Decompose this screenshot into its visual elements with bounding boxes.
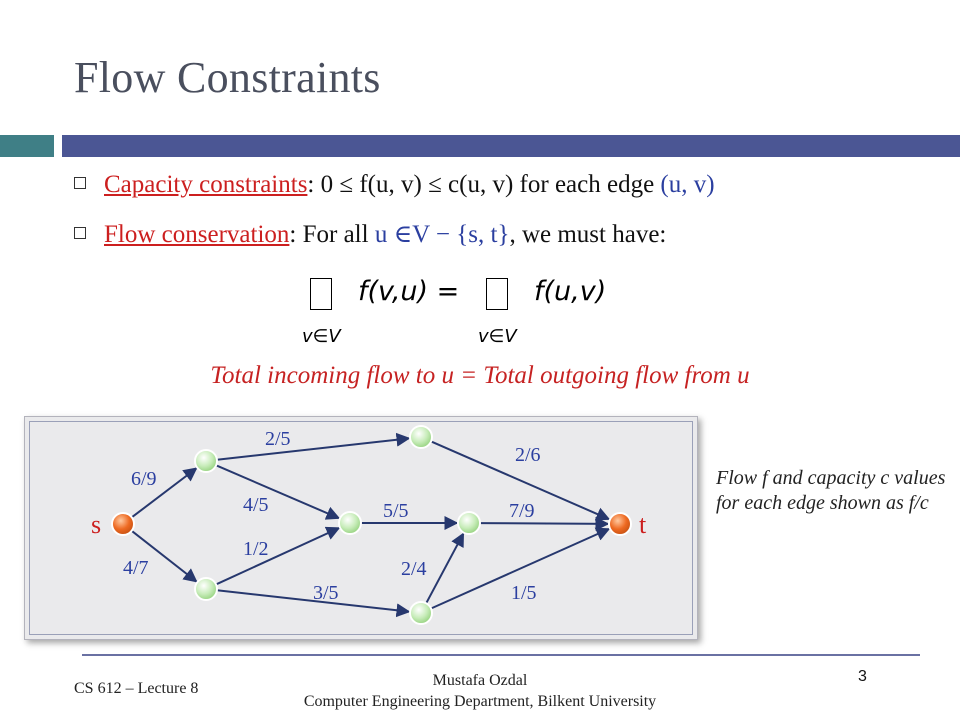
footer-author: Mustafa Ozdal xyxy=(432,672,528,689)
node-label-s: s xyxy=(91,510,102,539)
bullet-square-icon xyxy=(74,227,86,239)
bullet-term: Flow conservation xyxy=(104,221,290,248)
page-number: 3 xyxy=(858,668,867,685)
edge-label-b-f: 3/5 xyxy=(313,582,339,604)
bullet-term: Capacity constraints xyxy=(104,171,308,198)
node-label-t: t xyxy=(639,510,647,539)
edge-a-d xyxy=(216,465,339,518)
bullet-edge-notation: (u, v) xyxy=(660,171,715,198)
node-t xyxy=(609,513,631,535)
bullet-colon: : xyxy=(289,221,297,248)
bullet-colon: : xyxy=(307,171,315,198)
formula-lhs: f(v,u) = xyxy=(358,276,460,307)
node-a xyxy=(195,450,217,472)
edge-label-s-b: 4/7 xyxy=(123,557,149,579)
edge-e-t xyxy=(480,523,608,524)
edge-label-f-e: 2/4 xyxy=(401,558,427,580)
side-note: Flow f and capacity c values for each edge shown as f/c xyxy=(716,467,946,514)
footer-course: CS 612 – Lecture 8 xyxy=(74,680,199,697)
title-accent-bar xyxy=(0,135,54,157)
node-e xyxy=(458,512,480,534)
bullet-vertex-set: u ∈V − {s, t} xyxy=(374,221,510,248)
flow-network-panel xyxy=(24,416,698,640)
edge-label-e-t: 7/9 xyxy=(509,500,535,522)
edge-label-a-d: 4/5 xyxy=(243,494,269,516)
node-f xyxy=(410,602,432,624)
slide-title: Flow Constraints xyxy=(74,53,381,102)
footer-credits xyxy=(270,670,690,712)
node-c xyxy=(410,426,432,448)
formula-rhs: f(u,v) xyxy=(534,276,607,307)
node-s xyxy=(112,513,134,535)
node-b xyxy=(195,578,217,600)
bullet-capacity xyxy=(74,171,715,199)
edge-label-f-t: 1/5 xyxy=(511,582,537,604)
bullet-conservation xyxy=(74,219,666,249)
bullet-text-end: , we must have: xyxy=(509,221,667,248)
bullet-text: 0 ≤ f(u, v) ≤ c(u, v) for each edge xyxy=(314,171,661,198)
flow-network-graph xyxy=(25,417,697,639)
summation-placeholder-icon xyxy=(486,278,508,310)
edge-a-c xyxy=(217,438,409,459)
edge-label-s-a: 6/9 xyxy=(131,468,157,490)
bullet-text: For all xyxy=(296,221,375,248)
conservation-note: Total incoming flow to u = Total outgoing flow from u xyxy=(210,362,750,389)
edge-b-d xyxy=(216,528,339,584)
node-d xyxy=(339,512,361,534)
title-divider-bar xyxy=(62,135,960,157)
summation-placeholder-icon xyxy=(310,278,332,310)
footer-divider xyxy=(82,654,920,656)
bullet-square-icon xyxy=(74,177,86,189)
edge-label-b-d: 1/2 xyxy=(243,538,269,560)
edge-label-a-c: 2/5 xyxy=(265,428,291,450)
edge-label-d-e: 5/5 xyxy=(383,500,409,522)
formula-rhs-subscript: v∈V xyxy=(478,326,517,347)
edge-label-c-t: 2/6 xyxy=(515,444,541,466)
footer-department: Computer Engineering Department, Bilkent University xyxy=(303,693,657,710)
edge-f-e xyxy=(426,534,463,604)
formula-lhs-subscript: v∈V xyxy=(302,326,341,347)
conservation-formula xyxy=(300,272,630,354)
